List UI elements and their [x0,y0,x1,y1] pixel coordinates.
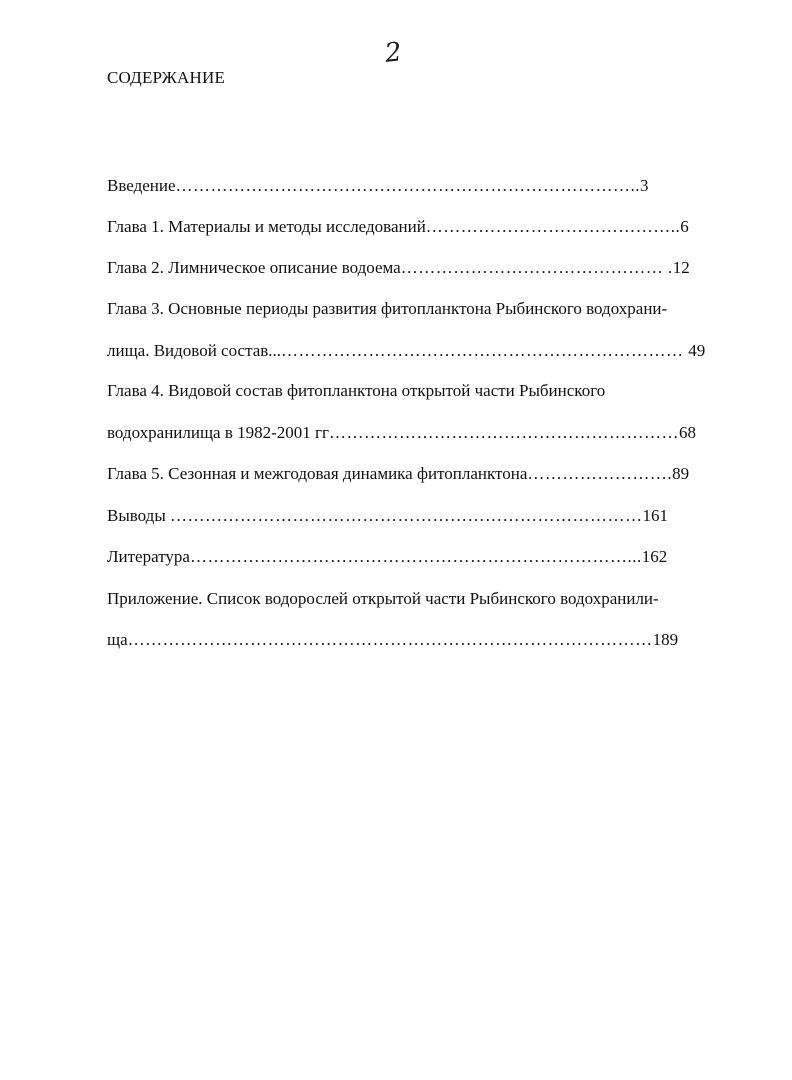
toc-entry-text: водохранилища в 1982-2001 гг [107,423,329,442]
toc-entry-introduction [107,176,738,196]
page-title: СОДЕРЖАНИЕ [107,68,226,87]
toc-leader-dots: …………………………………………………… [329,423,679,442]
toc-entry-text: ща [107,630,128,649]
toc-page-number: 89 [672,464,690,483]
toc-page-number: 6 [680,217,689,236]
toc-entry-text: Приложение. Список водорослей открытой части Рыбинского водохранили- [107,589,659,608]
toc-entry-chapter-4-line-1 [107,381,743,401]
toc-page-number: 68 [679,423,696,442]
toc-entry-chapter-1 [107,217,738,237]
toc-entry-text: Глава 3. Основные периоды развития фитопланктона Рыбинского водохрани- [107,299,668,318]
toc-entry-appendix-line-1 [107,589,743,609]
toc-entry-chapter-3-line-1 [107,299,743,319]
toc-entry-chapter-4-line-2 [107,423,746,443]
toc-leader-dots: ……………………………………………………………………………… [127,630,653,649]
toc-leader-dots: …………………………………….. [425,217,681,236]
toc-entry-text: Выводы [107,506,171,525]
toc-entry-text: Введение [107,176,176,195]
toc-page-number: 12 [672,258,690,277]
toc-page-number: 3 [640,176,649,195]
toc-entry-text: лища. Видовой состав... [107,341,282,360]
toc-page-number: 189 [652,630,679,649]
toc-leader-dots: ……………………. [527,464,673,483]
toc-entry-chapter-2 [107,258,740,278]
toc-entry-chapter-5 [107,464,740,484]
toc-entry-text: Литература [107,547,190,566]
toc-page-number: 161 [642,506,669,525]
handwritten-page-number: 2 [383,37,404,69]
toc-entry-text: Глава 2. Лимническое описание водоема [107,258,401,277]
toc-entry-text: Глава 1. Материалы и методы исследований [107,217,426,236]
toc-leader-dots: ……………………………………………………………………… [170,506,643,525]
toc-leader-dots: …………………………………………………………………….. [175,176,641,195]
toc-leader-dots: …………………………………………………………………... [189,547,642,566]
toc-entry-conclusions [107,506,743,526]
toc-page-number: 49 [688,341,706,360]
toc-entry-chapter-3-line-2 [107,341,746,361]
toc-entry-appendix-line-2 [107,630,740,650]
toc-leader-dots: ……………………………………… . [400,258,673,277]
toc-entry-literature [107,547,743,567]
toc-leader-dots: …………………………………………………………… [281,341,689,360]
toc-page-number: 162 [641,547,668,566]
toc-entry-text: Глава 5. Сезонная и межгодовая динамика фитопланктона [107,464,528,483]
toc-entry-text: Глава 4. Видовой состав фитопланктона открытой части Рыбинского [107,381,606,400]
